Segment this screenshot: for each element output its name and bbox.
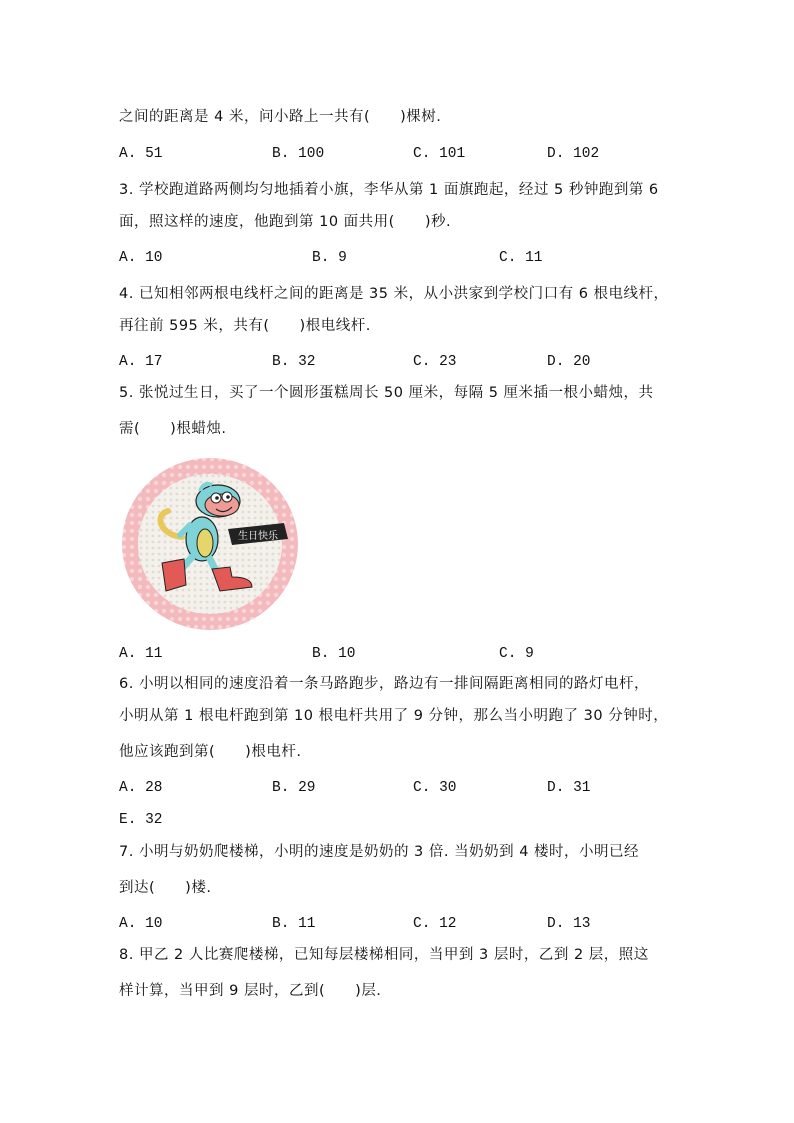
q7-text-line-2: 到达( )楼. — [119, 880, 212, 896]
q4-text-line-2: 再往前 595 米，共有( )根电线杆. — [119, 318, 371, 334]
q7-text-line-1: 7. 小明与奶奶爬楼梯，小明的速度是奶奶的 3 倍. 当奶奶到 4 楼时，小明已经 — [119, 844, 640, 860]
q6-text-line-1: 6. 小明以相同的速度沿着一条马路跑步，路边有一排间隔距离相同的路灯电杆， — [119, 676, 649, 692]
q5-option-c: C. 9 — [499, 646, 534, 662]
q2-option-b: B. 100 — [272, 146, 325, 162]
q4-text-line-1: 4. 已知相邻两根电线杆之间的距离是 35 米，从小洪家到学校门口有 6 根电线杆， — [119, 286, 669, 302]
q3-option-a: A. 10 — [119, 250, 163, 266]
q7-option-a: A. 10 — [119, 916, 163, 932]
q7-option-d: D. 13 — [547, 916, 591, 932]
q8-text-line-1: 8. 甲乙 2 人比赛爬楼梯，已知每层楼梯相同，当甲到 3 层时，乙到 2 层，照这 — [119, 947, 649, 963]
q6-option-e: E. 32 — [119, 812, 163, 828]
birthday-cake-image — [120, 455, 300, 633]
q4-option-d: D. 20 — [547, 354, 591, 370]
q7-option-c: C. 12 — [413, 916, 457, 932]
q4-option-b: B. 32 — [272, 354, 316, 370]
q6-option-a: A. 28 — [119, 780, 163, 796]
q3-option-c: C. 11 — [499, 250, 543, 266]
q3-text-line-2: 面，照这样的速度，他跑到第 10 面共用( )秒. — [119, 214, 452, 230]
q2-text-line-1: 之间的距离是 4 米，问小路上一共有( )棵树. — [119, 109, 442, 125]
q4-option-a: A. 17 — [119, 354, 163, 370]
q6-option-b: B. 29 — [272, 780, 316, 796]
q5-option-a: A. 11 — [119, 646, 163, 662]
q7-option-b: B. 11 — [272, 916, 316, 932]
q6-text-line-3: 他应该跑到第( )根电杆. — [119, 744, 302, 760]
q8-text-line-2: 样计算，当甲到 9 层时，乙到( )层. — [119, 983, 382, 999]
q2-option-c: C. 101 — [413, 146, 466, 162]
q6-option-c: C. 30 — [413, 780, 457, 796]
q2-option-a: A. 51 — [119, 146, 163, 162]
q5-text-line-1: 5. 张悦过生日，买了一个圆形蛋糕周长 50 厘米，每隔 5 厘米插一根小蜡烛，共 — [119, 385, 654, 401]
q2-option-d: D. 102 — [547, 146, 600, 162]
q3-text-line-1: 3. 学校跑道路两侧均匀地插着小旗，李华从第 1 面旗跑起，经过 5 秒钟跑到第 6 — [119, 182, 659, 198]
q5-text-line-2: 需( )根蜡烛. — [119, 421, 227, 437]
q6-option-d: D. 31 — [547, 780, 591, 796]
q3-option-b: B. 9 — [312, 250, 347, 266]
cake-banner-text: 生日快乐 — [238, 531, 278, 542]
q4-option-c: C. 23 — [413, 354, 457, 370]
q5-option-b: B. 10 — [312, 646, 356, 662]
q6-text-line-2: 小明从第 1 根电杆跑到第 10 根电杆共用了 9 分钟，那么当小明跑了 30 分钟时， — [119, 708, 669, 724]
